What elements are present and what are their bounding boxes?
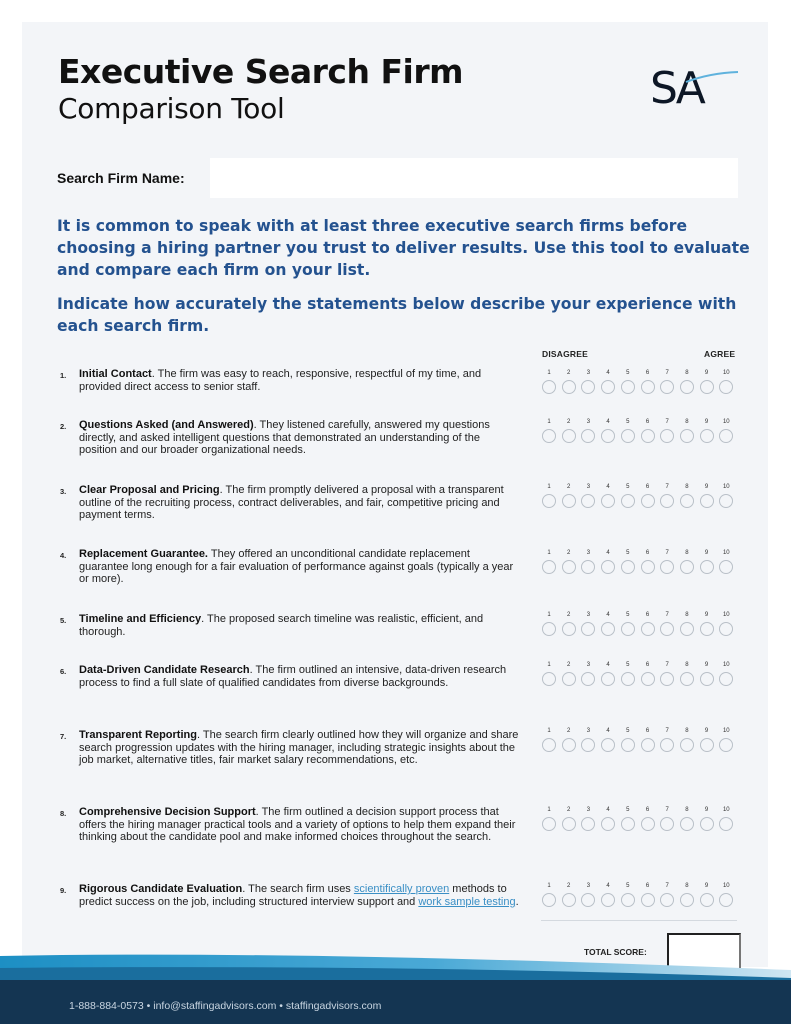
rating-number: 1 [547,728,551,734]
rating-option-8[interactable] [680,672,694,686]
rating-option-1[interactable] [542,672,556,686]
question-number: 8. [60,809,67,818]
rating-number: 8 [685,370,689,376]
rating-option-5[interactable] [621,380,635,394]
rating-scale [541,728,741,758]
rating-number: 3 [586,370,591,376]
rating-option-3[interactable] [581,380,595,394]
rating-option-7[interactable] [660,380,674,394]
instruction-text: Indicate how accurately the statements below describe your experience with each search firm. [57,295,737,335]
rating-option-1[interactable] [542,622,556,636]
rating-option-6[interactable] [641,738,655,752]
company-logo [650,62,740,116]
rating-number: 2 [567,419,571,425]
rating-option-4[interactable] [601,494,615,508]
rating-option-2[interactable] [562,380,576,394]
rating-number: 5 [626,728,630,734]
question-text: Clear Proposal and Pricing. The firm promptly delivered a proposal with a transparent outline of the recruiting process, contract deliverables, and fair, competitive pricing and payment terms. [79,484,504,522]
rating-scale [541,612,741,642]
rating-number: 6 [645,612,650,618]
rating-number: 9 [704,550,709,556]
question-text: Timeline and Efficiency. The proposed search timeline was realistic, efficient, and thorough. [79,613,484,638]
rating-number: 4 [606,728,610,734]
rating-option-3[interactable] [581,622,595,636]
question-title: Comprehensive Decision Support [79,806,256,818]
rating-number: 5 [626,612,630,618]
rating-number: 8 [685,550,689,556]
rating-number: 1 [547,662,551,668]
rating-option-10[interactable] [719,817,733,831]
rating-option-6[interactable] [641,429,655,443]
question-number: 5. [60,616,67,625]
scale-low-label: DISAGREE [542,349,588,359]
rating-number: 9 [704,370,709,376]
rating-number: 5 [626,662,630,668]
logo-swoosh-icon [684,70,740,86]
rating-number: 6 [645,370,650,376]
rating-option-5[interactable] [621,672,635,686]
question-title: Timeline and Efficiency [79,613,202,625]
rating-number: 7 [665,728,669,734]
rating-option-4[interactable] [601,672,615,686]
rating-number: 9 [704,612,709,618]
total-score-label: TOTAL SCORE: [584,947,647,957]
question-title: Transparent Reporting [79,729,197,741]
rating-option-7[interactable] [660,893,674,907]
rating-number: 4 [606,550,610,556]
rating-option-4[interactable] [601,893,615,907]
rating-option-9[interactable] [700,429,714,443]
rating-number: 1 [547,612,551,618]
question-title: Initial Contact [79,368,152,380]
rating-number: 2 [567,612,571,618]
rating-option-6[interactable] [641,672,655,686]
rating-option-7[interactable] [660,560,674,574]
rating-option-10[interactable] [719,429,733,443]
rating-number: 6 [645,419,650,425]
rating-number: 2 [567,484,571,490]
rating-option-1[interactable] [542,380,556,394]
rating-number: 9 [704,807,709,813]
rating-option-10[interactable] [719,738,733,752]
rating-number: 8 [685,662,689,668]
footer-wave-graphic [0,948,791,982]
rating-number: 3 [586,728,591,734]
rating-option-1[interactable] [542,817,556,831]
rating-option-4[interactable] [601,622,615,636]
rating-number: 10 [722,550,730,556]
rating-number: 4 [606,612,610,618]
rating-option-1[interactable] [542,738,556,752]
rating-scale [541,807,741,837]
rating-number: 6 [645,883,650,889]
rating-option-8[interactable] [680,893,694,907]
rating-option-3[interactable] [581,672,595,686]
rating-option-2[interactable] [562,429,576,443]
question-number: 1. [60,371,67,380]
rating-number: 8 [685,484,689,490]
rating-option-6[interactable] [641,893,655,907]
rating-number: 4 [606,807,610,813]
rating-number: 7 [665,370,669,376]
rating-option-8[interactable] [680,817,694,831]
rating-number: 10 [722,883,730,889]
rating-option-9[interactable] [700,560,714,574]
firm-name-label: Search Firm Name: [57,170,185,186]
rating-option-1[interactable] [542,560,556,574]
rating-option-4[interactable] [601,429,615,443]
rating-number: 7 [665,662,669,668]
rating-option-5[interactable] [621,817,635,831]
footer [0,980,791,1024]
rating-number: 1 [547,484,551,490]
form-sheet [22,22,768,967]
rating-option-3[interactable] [581,429,595,443]
rating-scale [541,484,741,514]
rating-option-5[interactable] [621,893,635,907]
rating-number: 2 [567,883,571,889]
rating-option-10[interactable] [719,622,733,636]
question-number: 3. [60,487,67,496]
rating-option-5[interactable] [621,622,635,636]
rating-number: 9 [704,484,709,490]
rating-option-8[interactable] [680,622,694,636]
rating-number: 1 [547,370,551,376]
rating-number: 2 [567,550,571,556]
rating-scale [541,370,741,400]
rating-number: 3 [586,883,591,889]
rating-number: 8 [685,807,689,813]
rating-number: 9 [704,883,709,889]
intro-text: It is common to speak with at least three executive search firms before choosing a hiring partner you trust to deliver results. Use this tool to evaluate and compare each firm on your list. [57,217,750,279]
rating-number: 2 [567,662,571,668]
question-title: Data-Driven Candidate Research [79,664,250,676]
rating-option-2[interactable] [562,494,576,508]
rating-option-5[interactable] [621,494,635,508]
question-text: Data-Driven Candidate Research. The firm outlined an intensive, data-driven research process to find a full slate of qualified candidates from diverse backgrounds. [79,664,507,689]
rating-number: 4 [606,370,610,376]
rating-number: 10 [722,484,730,490]
work-sample-testing-link[interactable]: work sample testing [418,895,516,908]
rating-option-7[interactable] [660,622,674,636]
rating-number: 2 [567,728,571,734]
rating-option-4[interactable] [601,560,615,574]
rating-option-3[interactable] [581,560,595,574]
rating-number: 9 [704,662,709,668]
rating-option-9[interactable] [700,380,714,394]
rating-number: 10 [722,612,730,618]
rating-number: 3 [586,807,591,813]
rating-number: 10 [722,728,730,734]
rating-option-9[interactable] [700,893,714,907]
question-number: 4. [60,551,67,560]
rating-number: 8 [685,612,689,618]
question-title: Clear Proposal and Pricing [79,484,220,496]
rating-number: 4 [606,883,610,889]
rating-number: 1 [547,550,551,556]
question-number: 7. [60,732,67,741]
page-subtitle: Comparison Tool [58,92,285,125]
question-number: 2. [60,422,67,431]
rating-number: 7 [665,883,669,889]
rating-option-8[interactable] [680,380,694,394]
rating-option-2[interactable] [562,893,576,907]
rating-scale [541,662,741,692]
rating-option-8[interactable] [680,738,694,752]
rating-number: 7 [665,807,669,813]
rating-number: 2 [567,370,571,376]
rating-number: 6 [645,662,650,668]
rating-option-10[interactable] [719,494,733,508]
rating-number: 6 [645,807,650,813]
rating-option-7[interactable] [660,672,674,686]
rating-option-2[interactable] [562,560,576,574]
rating-option-6[interactable] [641,817,655,831]
rating-option-9[interactable] [700,738,714,752]
rating-option-10[interactable] [719,380,733,394]
rating-option-2[interactable] [562,622,576,636]
rating-scale [541,883,741,913]
rating-option-3[interactable] [581,494,595,508]
rating-number: 2 [567,807,571,813]
divider [541,920,737,921]
rating-number: 5 [626,883,630,889]
rating-option-7[interactable] [660,429,674,443]
rating-option-6[interactable] [641,560,655,574]
rating-number: 1 [547,883,551,889]
page-title: Executive Search Firm [58,52,463,91]
rating-number: 8 [685,419,689,425]
rating-number: 3 [586,419,591,425]
rating-option-10[interactable] [719,672,733,686]
rating-number: 1 [547,419,551,425]
rating-option-2[interactable] [562,817,576,831]
rating-option-6[interactable] [641,380,655,394]
rating-option-2[interactable] [562,738,576,752]
rating-number: 4 [606,662,610,668]
rating-number: 3 [586,612,591,618]
rating-option-3[interactable] [581,817,595,831]
rating-number: 5 [626,419,630,425]
rating-option-2[interactable] [562,672,576,686]
rating-number: 7 [665,484,669,490]
rating-option-4[interactable] [601,817,615,831]
rating-number: 8 [685,728,689,734]
question-text: Transparent Reporting. The search firm clearly outlined how they will organize and share search progression updates with the hiring manager, including strategic insights about the job market, alternative titles, fair market salary recommendations, etc. [79,729,519,767]
rating-option-9[interactable] [700,494,714,508]
rating-option-5[interactable] [621,429,635,443]
rating-number: 6 [645,550,650,556]
question-number: 9. [60,886,67,895]
rating-number: 6 [645,728,650,734]
rating-number: 5 [626,807,630,813]
rating-number: 7 [665,550,669,556]
rating-option-8[interactable] [680,429,694,443]
rating-number: 7 [665,612,669,618]
question-title: Replacement Guarantee. [79,548,208,560]
rating-scale [541,419,741,449]
question-text: Initial Contact. The firm was easy to reach, responsive, respectful of my time, and provided direct access to senior staff. [79,368,482,393]
rating-number: 6 [645,484,650,490]
rating-number: 4 [606,419,610,425]
rating-number: 5 [626,550,630,556]
question-text: Replacement Guarantee. They offered an unconditional candidate replacement guarantee long enough for a fair evaluation of performance against goals (typically a year or more). [79,548,514,586]
rating-number: 5 [626,484,630,490]
rating-scale [541,550,741,580]
rating-number: 8 [685,883,689,889]
rating-option-9[interactable] [700,817,714,831]
rating-number: 10 [722,370,730,376]
rating-option-3[interactable] [581,893,595,907]
rating-option-10[interactable] [719,560,733,574]
question-number: 6. [60,667,67,676]
question-text: Rigorous Candidate Evaluation. The search firm uses scientifically proven methods to predict success on the job, including structured interview support and work sample testing. [79,883,519,908]
rating-option-3[interactable] [581,738,595,752]
rating-number: 7 [665,419,669,425]
rating-number: 3 [586,484,591,490]
rating-number: 10 [722,662,730,668]
question-text: Comprehensive Decision Support. The firm outlined a decision support process that offers the hiring manager practical tools and a variety of options to help them expand their thinking about the candidate pool and make informed choices throughout the search. [79,806,516,844]
rating-option-1[interactable] [542,893,556,907]
rating-option-6[interactable] [641,622,655,636]
rating-option-7[interactable] [660,494,674,508]
rating-option-9[interactable] [700,622,714,636]
question-text: Questions Asked (and Answered). They listened carefully, answered my questions directly, and asked intelligent questions that demonstrated an understanding of the position and our broader organizational needs. [79,419,490,457]
rating-option-7[interactable] [660,817,674,831]
rating-option-5[interactable] [621,560,635,574]
rating-option-8[interactable] [680,560,694,574]
rating-number: 3 [586,550,591,556]
rating-option-7[interactable] [660,738,674,752]
question-title: Questions Asked (and Answered) [79,419,254,431]
rating-option-4[interactable] [601,380,615,394]
footer-contact-text: 1-888-884-0573 • info@staffingadvisors.com • staffingadvisors.com [69,1000,382,1012]
rating-number: 1 [547,807,551,813]
question-title: Rigorous Candidate Evaluation [79,883,243,895]
scientifically-proven-link[interactable]: scientifically proven [353,883,450,895]
rating-number: 4 [606,484,610,490]
rating-option-8[interactable] [680,494,694,508]
rating-option-9[interactable] [700,672,714,686]
logo-text: SA [650,63,703,114]
rating-number: 3 [586,662,591,668]
rating-number: 5 [626,370,630,376]
rating-option-1[interactable] [542,429,556,443]
rating-option-5[interactable] [621,738,635,752]
rating-option-1[interactable] [542,494,556,508]
rating-number: 9 [704,728,709,734]
rating-option-4[interactable] [601,738,615,752]
rating-number: 9 [704,419,709,425]
rating-number: 10 [722,419,730,425]
rating-number: 10 [722,807,730,813]
scale-high-label: AGREE [704,349,736,359]
rating-option-10[interactable] [719,893,733,907]
rating-option-6[interactable] [641,494,655,508]
firm-name-input[interactable] [210,158,738,198]
